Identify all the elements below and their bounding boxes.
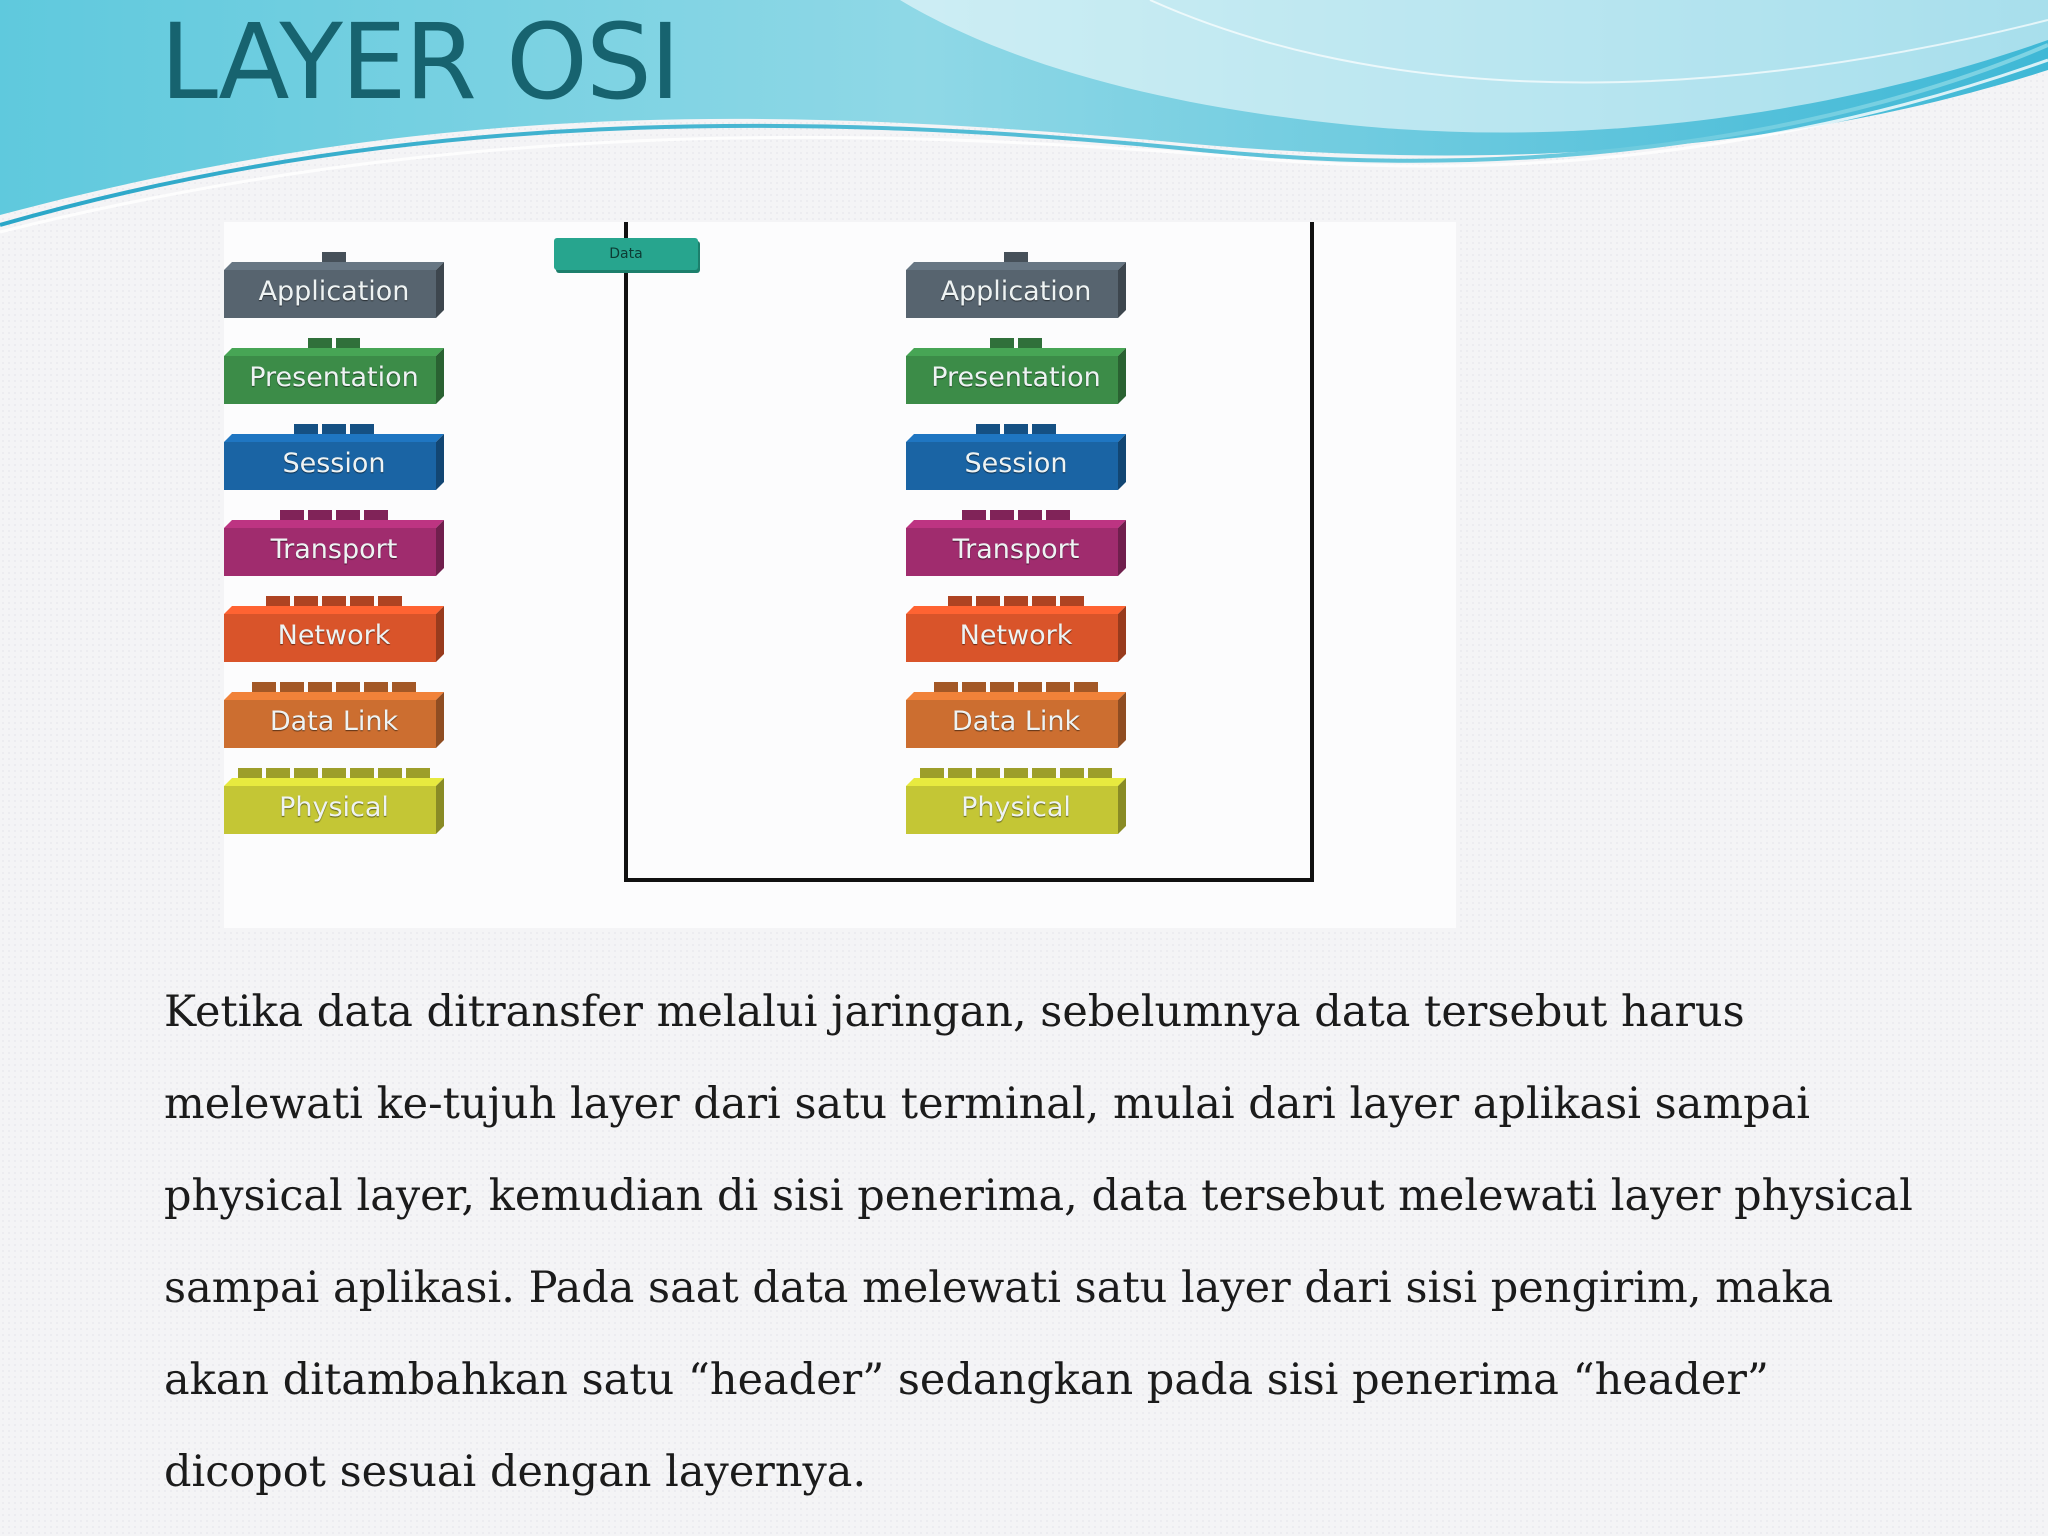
- layer-label: Application: [258, 276, 410, 307]
- layer-network: [224, 594, 444, 662]
- layer-data-link: [906, 680, 1126, 748]
- layer-label: Transport: [952, 534, 1080, 565]
- layer-top-face: [224, 520, 444, 528]
- layer-top-face: [906, 348, 1126, 356]
- layer-label: Session: [282, 448, 386, 479]
- layer-label: Physical: [961, 792, 1071, 823]
- layer-label: Presentation: [249, 362, 419, 393]
- layer-top-face: [906, 778, 1126, 786]
- description-paragraph: Ketika data ditransfer melalui jaringan, sebelumnya data tersebut harus melewati ke-tujuh layer dari satu terminal, mulai dari layer aplikasi sampai physical layer, kemudian di sisi penerima, data tersebut melewati layer physical sampai aplikasi. Pada saat data melewati satu layer dari sisi pengirim, maka akan ditambahkan satu “header” sedangkan pada sisi penerima “header” dicopot sesuai dengan layernya.: [164, 987, 1913, 1497]
- layer-top-face: [906, 520, 1126, 528]
- layer-physical: [906, 766, 1126, 834]
- layer-top-face: [224, 434, 444, 442]
- layer-label: Network: [277, 620, 391, 651]
- layer-label: Session: [964, 448, 1068, 479]
- layer-top-face: [224, 606, 444, 614]
- layer-top-face: [906, 692, 1126, 700]
- layer-top-face: [224, 778, 444, 786]
- layer-application: [224, 250, 444, 318]
- layer-label: Transport: [270, 534, 398, 565]
- layer-application: [906, 250, 1126, 318]
- layer-network: [906, 594, 1126, 662]
- layer-data-link: [224, 680, 444, 748]
- layer-label: Physical: [279, 792, 389, 823]
- layer-physical: [224, 766, 444, 834]
- layer-session: [906, 422, 1126, 490]
- data-packet-label: Data: [609, 246, 643, 262]
- layer-label: Presentation: [931, 362, 1101, 393]
- layer-top-face: [224, 262, 444, 270]
- layer-label: Data Link: [269, 706, 399, 737]
- layer-session: [224, 422, 444, 490]
- layer-top-face: [906, 262, 1126, 270]
- slide-title: LAYER OSI: [160, 1, 679, 123]
- layer-label: Network: [959, 620, 1073, 651]
- layer-top-face: [224, 348, 444, 356]
- data-packet: [554, 238, 698, 270]
- layer-top-face: [906, 606, 1126, 614]
- layer-transport: [224, 508, 444, 576]
- layer-transport: [906, 508, 1126, 576]
- layer-label: Application: [940, 276, 1092, 307]
- osi-diagram: [224, 222, 1456, 928]
- layer-presentation: [224, 336, 444, 404]
- layer-top-face: [906, 434, 1126, 442]
- layer-top-face: [224, 692, 444, 700]
- layer-presentation: [906, 336, 1126, 404]
- layer-label: Data Link: [951, 706, 1081, 737]
